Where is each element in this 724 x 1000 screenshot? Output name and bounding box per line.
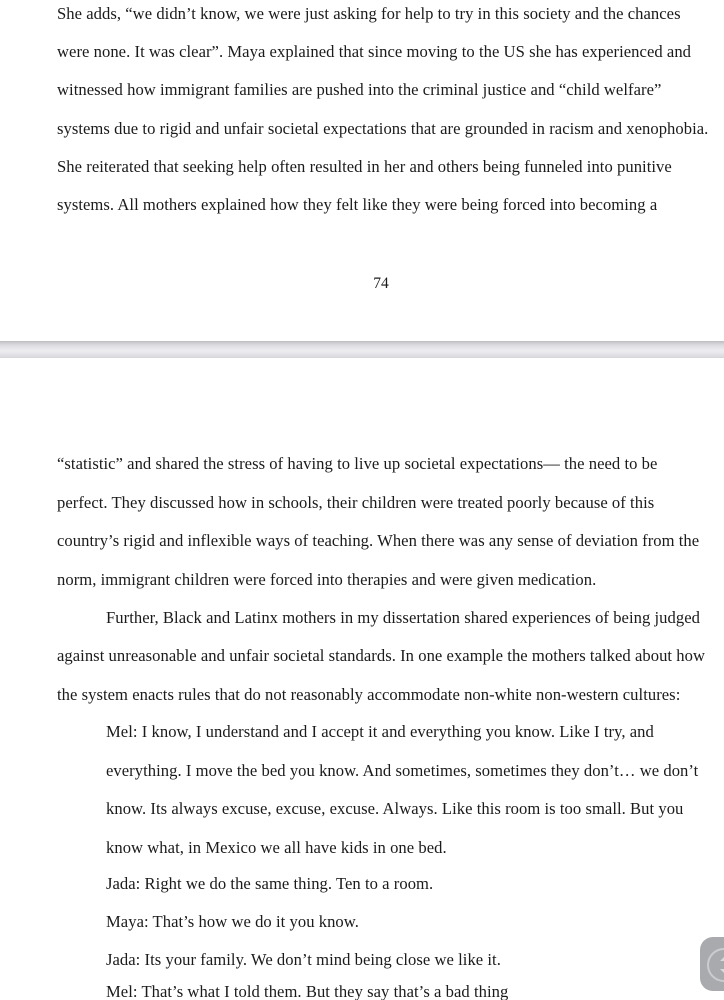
paragraph-first-line: Further, Black and Latinx mothers in my dissertation shared experiences of being judged <box>106 608 700 627</box>
quote-line: know what, in Mexico we all have kids in one bed. <box>106 838 447 857</box>
text-line: “statistic” and shared the stress of having to live up societal expectations— the need to be <box>57 454 658 473</box>
text-line: systems. All mothers explained how they felt like they were being forced into becoming a <box>57 195 658 214</box>
text-line: She reiterated that seeking help often resulted in her and others being funneled into punitive <box>57 157 672 176</box>
page-break-separator <box>0 341 724 359</box>
text-line: against unreasonable and unfair societal standards. In one example the mothers talked about how <box>57 646 706 665</box>
chevron-up-icon <box>720 956 724 961</box>
quote-line: Maya: That’s how we do it you know. <box>106 912 359 931</box>
text-line: norm, immigrant children were forced into therapies and were given medication. <box>57 570 597 589</box>
document-page-75 <box>0 358 724 1000</box>
text-line: were none. It was clear”. Maya explained that since moving to the US she has experienced and <box>57 42 692 61</box>
text-line: She adds, “we didn’t know, we were just asking for help to try in this society and the chances <box>57 4 681 23</box>
page-number: 74 <box>373 275 389 292</box>
quote-line: everything. I move the bed you know. And sometimes, sometimes they don’t… we don’t <box>106 761 699 780</box>
text-line: the system enacts rules that do not reasonably accommodate non-white non-western cultures: <box>57 685 681 704</box>
text-line: perfect. They discussed how in schools, their children were treated poorly because of this <box>57 493 655 512</box>
chevron-down-icon <box>720 969 724 974</box>
quote-line-clipped: Mel: That’s what I told them. But they say that’s a bad thing <box>106 982 509 1000</box>
text-line: witnessed how immigrant families are pushed into the criminal justice and “child welfare” <box>57 80 662 99</box>
quote-line: know. Its always excuse, excuse, excuse. Always. Like this room is too small. But you <box>106 799 684 818</box>
text-line: country’s rigid and inflexible ways of teaching. When there was any sense of deviation from the <box>57 531 700 550</box>
document-page-74 <box>0 0 724 341</box>
quote-line: Mel: I know, I understand and I accept it and everything you know. Like I try, and <box>106 722 654 741</box>
scroll-handle-ring-icon <box>707 948 724 982</box>
fast-scroll-handle[interactable] <box>700 937 724 991</box>
text-line: systems due to rigid and unfair societal expectations that are grounded in racism and xenophobia. <box>57 119 709 138</box>
quote-line: Jada: Its your family. We don’t mind being close we like it. <box>106 950 501 969</box>
quote-line: Jada: Right we do the same thing. Ten to a room. <box>106 874 434 893</box>
